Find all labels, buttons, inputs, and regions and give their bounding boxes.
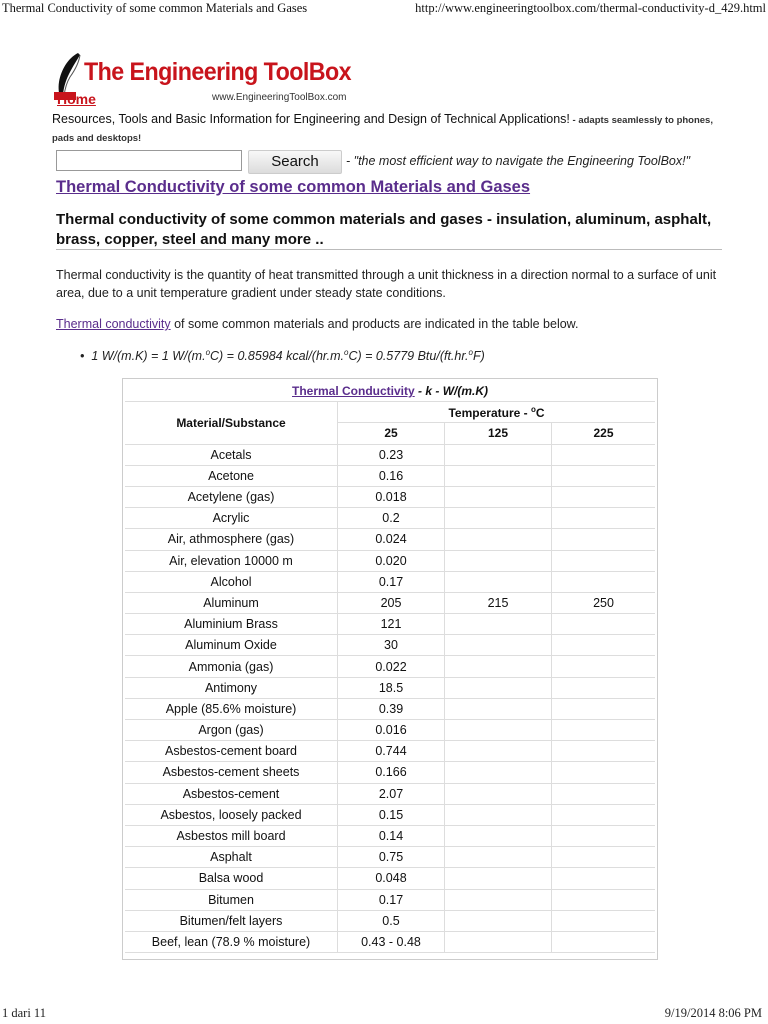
- value-25-cell: 0.43 - 0.48: [338, 932, 445, 953]
- tagline-main: Resources, Tools and Basic Information for Engineering and Design of Technical Applications!: [52, 112, 570, 126]
- value-225-cell: [552, 805, 655, 826]
- brand-name: The Engineering ToolBox: [84, 58, 352, 86]
- value-25-cell: 0.75: [338, 847, 445, 868]
- table-row: [125, 466, 655, 487]
- material-cell: Acetone: [125, 466, 338, 487]
- value-225-cell: [552, 932, 655, 953]
- table-row: [125, 762, 655, 783]
- table-caption-row: [125, 381, 655, 402]
- table-header-row: [125, 402, 655, 423]
- value-225-cell: [552, 826, 655, 847]
- value-125-cell: [445, 762, 552, 783]
- value-25-cell: 0.166: [338, 762, 445, 783]
- material-cell: Balsa wood: [125, 868, 338, 889]
- value-125-cell: [445, 635, 552, 656]
- value-225-cell: [552, 868, 655, 889]
- value-125-cell: [445, 551, 552, 572]
- thermal-conductivity-link[interactable]: Thermal conductivity: [56, 317, 171, 331]
- material-cell: Asbestos mill board: [125, 826, 338, 847]
- intro-paragraph: [56, 315, 726, 333]
- value-125-cell: [445, 720, 552, 741]
- material-cell: Aluminum: [125, 593, 338, 614]
- value-25-cell: 121: [338, 614, 445, 635]
- value-125-cell: [445, 741, 552, 762]
- site-domain: www.EngineeringToolBox.com: [212, 92, 347, 103]
- value-225-cell: [552, 720, 655, 741]
- material-cell: Alcohol: [125, 572, 338, 593]
- value-25-cell: 0.23: [338, 445, 445, 466]
- material-cell: Asbestos-cement board: [125, 741, 338, 762]
- table-row: [125, 868, 655, 889]
- value-125-cell: [445, 826, 552, 847]
- value-25-cell: 0.022: [338, 656, 445, 677]
- table-row: [125, 741, 655, 762]
- value-25-cell: 0.17: [338, 890, 445, 911]
- table-row: [125, 699, 655, 720]
- value-225-cell: [552, 656, 655, 677]
- value-25-cell: 205: [338, 593, 445, 614]
- bullet-dot: •: [80, 349, 92, 364]
- table-caption-link[interactable]: Thermal Conductivity: [292, 384, 415, 399]
- search-note: - "the most efficient way to navigate the Engineering ToolBox!": [346, 154, 691, 168]
- material-cell: Acetals: [125, 445, 338, 466]
- value-225-cell: [552, 890, 655, 911]
- value-25-cell: 0.018: [338, 487, 445, 508]
- page-indicator: 1 dari 11: [2, 1006, 46, 1020]
- value-225-cell: [552, 784, 655, 805]
- material-cell: Beef, lean (78.9 % moisture): [125, 932, 338, 953]
- conductivity-table: [125, 381, 655, 953]
- table-caption-unit: - k - W/(m.K): [414, 384, 489, 399]
- material-cell: Aluminium Brass: [125, 614, 338, 635]
- value-25-cell: 0.17: [338, 572, 445, 593]
- page-subtitle: Thermal conductivity of some common materials and gases - insulation, aluminum, asphalt, brass, copper, steel and many more ..: [56, 211, 712, 248]
- material-cell: Aluminum Oxide: [125, 635, 338, 656]
- value-225-cell: [552, 508, 655, 529]
- tagline-small: - adapts seamlessly to phones, pads and desktops!: [52, 115, 713, 144]
- value-225-cell: [552, 572, 655, 593]
- material-header: Material/Substance: [125, 402, 338, 444]
- intro-paragraph-text: of some common materials and products are indicated in the table below.: [170, 317, 579, 331]
- table-row: [125, 508, 655, 529]
- value-125-cell: [445, 805, 552, 826]
- unit-conversion-bullet: • 1 W/(m.K) = 1 W/(m.$^o$C) = 0.85984 kcal/(hr.m.$^o$C) = 0.5779 Btu/(ft.hr.$^o$F): [80, 348, 485, 364]
- value-25-cell: 0.020: [338, 551, 445, 572]
- table-caption: [125, 381, 655, 402]
- value-125-cell: [445, 614, 552, 635]
- value-25-cell: 0.15: [338, 805, 445, 826]
- table-row: [125, 614, 655, 635]
- table-row: [125, 805, 655, 826]
- temp-header-25: 25: [338, 423, 445, 444]
- material-cell: Air, athmosphere (gas): [125, 529, 338, 550]
- material-cell: Asbestos, loosely packed: [125, 805, 338, 826]
- value-25-cell: 0.024: [338, 529, 445, 550]
- temp-header-125: 125: [445, 423, 552, 444]
- table-row: [125, 487, 655, 508]
- value-225-cell: [552, 762, 655, 783]
- table-row: [125, 911, 655, 932]
- table-row: [125, 678, 655, 699]
- page-title[interactable]: Thermal Conductivity of some common Materials and Gases: [56, 178, 531, 196]
- value-25-cell: 0.744: [338, 741, 445, 762]
- tagline: [52, 111, 722, 147]
- divider: [56, 249, 722, 250]
- table-row: [125, 826, 655, 847]
- value-225-cell: [552, 466, 655, 487]
- value-225-cell: [552, 911, 655, 932]
- material-cell: Bitumen/felt layers: [125, 911, 338, 932]
- value-125-cell: [445, 529, 552, 550]
- value-25-cell: 18.5: [338, 678, 445, 699]
- table-row: [125, 847, 655, 868]
- print-header-title: Thermal Conductivity of some common Materials and Gases: [2, 1, 308, 15]
- table-row: [125, 445, 655, 466]
- value-125-cell: [445, 445, 552, 466]
- table-row: [125, 720, 655, 741]
- value-125-cell: [445, 868, 552, 889]
- material-cell: Asbestos-cement: [125, 784, 338, 805]
- value-25-cell: 0.14: [338, 826, 445, 847]
- value-25-cell: 0.016: [338, 720, 445, 741]
- value-25-cell: 0.048: [338, 868, 445, 889]
- conductivity-table-container: [122, 378, 658, 960]
- material-cell: Asphalt: [125, 847, 338, 868]
- value-125-cell: [445, 508, 552, 529]
- value-125-cell: [445, 847, 552, 868]
- material-cell: Acrylic: [125, 508, 338, 529]
- value-25-cell: 0.2: [338, 508, 445, 529]
- value-125-cell: [445, 784, 552, 805]
- print-header: [0, 0, 768, 22]
- value-225-cell: [552, 678, 655, 699]
- value-125-cell: [445, 487, 552, 508]
- value-25-cell: 30: [338, 635, 445, 656]
- value-225-cell: [552, 741, 655, 762]
- material-cell: Bitumen: [125, 890, 338, 911]
- value-125-cell: [445, 932, 552, 953]
- material-cell: Air, elevation 10000 m: [125, 551, 338, 572]
- site-logo[interactable]: [52, 52, 352, 108]
- home-link[interactable]: Home: [57, 91, 96, 107]
- value-225-cell: 250: [552, 593, 655, 614]
- value-225-cell: [552, 529, 655, 550]
- value-125-cell: [445, 656, 552, 677]
- value-25-cell: 2.07: [338, 784, 445, 805]
- value-225-cell: [552, 551, 655, 572]
- value-225-cell: [552, 614, 655, 635]
- value-125-cell: [445, 572, 552, 593]
- value-125-cell: [445, 911, 552, 932]
- value-225-cell: [552, 847, 655, 868]
- value-225-cell: [552, 699, 655, 720]
- value-25-cell: 0.39: [338, 699, 445, 720]
- value-225-cell: [552, 487, 655, 508]
- table-row: [125, 572, 655, 593]
- definition-paragraph: Thermal conductivity is the quantity of heat transmitted through a unit thickness in a direction normal to a surface of unit area, due to a unit temperature gradient under steady state conditions.: [56, 268, 717, 300]
- value-225-cell: [552, 635, 655, 656]
- material-cell: Apple (85.6% moisture): [125, 699, 338, 720]
- value-125-cell: [445, 890, 552, 911]
- table-row: [125, 551, 655, 572]
- material-cell: Argon (gas): [125, 720, 338, 741]
- material-cell: Antimony: [125, 678, 338, 699]
- value-125-cell: 215: [445, 593, 552, 614]
- value-25-cell: 0.16: [338, 466, 445, 487]
- print-header-url[interactable]: http://www.engineeringtoolbox.com/thermal-conductivity-d_429.html: [415, 1, 766, 15]
- material-cell: Asbestos-cement sheets: [125, 762, 338, 783]
- value-125-cell: [445, 699, 552, 720]
- value-25-cell: 0.5: [338, 911, 445, 932]
- search-input[interactable]: [56, 150, 242, 171]
- print-datetime: 9/19/2014 8:06 PM: [664, 1006, 762, 1020]
- temp-header-225: 225: [552, 423, 655, 444]
- material-cell: Ammonia (gas): [125, 656, 338, 677]
- value-225-cell: [552, 445, 655, 466]
- table-row: [125, 529, 655, 550]
- table-row: [125, 656, 655, 677]
- table-row: [125, 593, 655, 614]
- material-cell: Acetylene (gas): [125, 487, 338, 508]
- temperature-header: Temperature - $^o$C: [338, 402, 655, 423]
- table-row: [125, 932, 655, 953]
- table-row: [125, 635, 655, 656]
- value-125-cell: [445, 678, 552, 699]
- table-row: [125, 890, 655, 911]
- search-button[interactable]: Search: [248, 150, 342, 174]
- value-125-cell: [445, 466, 552, 487]
- table-row: [125, 784, 655, 805]
